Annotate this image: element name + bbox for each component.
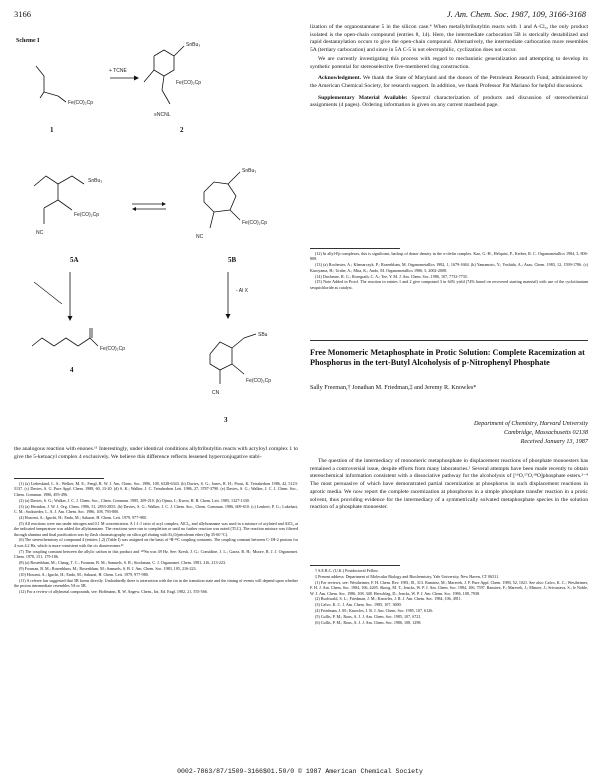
reference-item: (8) (a) Rosenblum, M.; Chang, T. C.; Foxman, B. M.; Samuels, S. B.; Stockman, C. J. Organomet. Chem. 1981, 216, 213-223. (19, 559, 227, 565)
compound-1-label: 1 (50, 126, 54, 134)
reference-item: (11) A referee has suggested that 5B forms directly. Undoubtedly there is interaction with the tin in the transition state and the timing of events will depend upon whether the proton intermediate resembles 5A or 5B. (14, 577, 298, 589)
supplementary-label: Supplementary Material Available: (318, 94, 408, 101)
compound-4 (32, 328, 98, 346)
compound-3-label: 3 (224, 416, 228, 424)
elimination-line (34, 282, 62, 304)
fe-group-1: Fe(CO)₂Cp (68, 100, 93, 106)
left-footnote-rule (14, 478, 104, 479)
reference-item: (13) (a) Rochester, A.; Klemarczyk, P.; Rosenblum, M. Organometallics 1982, 1, 1679-1684. (b) Yamamoto, Y.; Yoshida, A.; Asao, Chem. 1983, 12, 1599-1786. (c) Kuroyama, H.; Urabe, A.; Mita, K.; Ando, M. Organometallics 1986, 5, 2002-2008. (310, 262, 588, 273)
page-footer: 0002-7863/87/1509-3166$01.50/0 © 1987 American Chemical Society (177, 768, 423, 775)
compound-3 (210, 334, 256, 384)
journal-citation: J. Am. Chem. Soc. 1987, 109, 3166-3168 (446, 9, 586, 19)
nc-group-5b: NC (196, 234, 204, 240)
right-body-text (310, 24, 588, 111)
reference-item: (1) For reviews, see: Westheimer, F. H. Chem. Rev. 1981, 81, 313. Ramirez, M.; Marecek, J. F. Pure Appl. Chem. 1980, 52, 1021. See also: Calvo, K. C.; Westheimer, F. H. J. Am. Chem. Soc. 1984, 106, 4205. Skoog, M. T.; Jencks, W. P. J. Am. Chem. Soc. 1984, 106, 7597. Ramirez, F.; Marecek, J.; Minore, J.; Srivastava, S.; le Noble, W. J. Am. Chem. Soc. 1986, 108, 348. Herschlag, D.; Jencks, W. P. J. Am. Chem. Soc. 1986, 108, 7938. (310, 579, 588, 596)
supplementary-text: Spectral characterization of products and discussion of stereochemical assignments (4 pages). Ordering information is given on any current masthead page. (310, 94, 589, 109)
reference-item: (6) The stereochemistry of compound 4 (entries 1,2) (Table I) was assigned on the basis of ¹H-¹³C coupling constants. The coupling constant between C-1H-2 protons for 4 was 4.2 Hz, which is more consistent with the cis diastereomer.¹² (14, 537, 298, 548)
department: Department of Chemistry, Harvard University (473, 420, 588, 427)
right-paragraph-2: We are currently investigating this process with regard to mechanistic generalization and attempting to develop its synthetic potential for stereoselective five-membered ring construction. (310, 55, 588, 70)
equilibrium-head-back (132, 207, 136, 211)
reference-item: (3) (a) Herndon, J. W. J. Org. Chem. 1986, 51, 2853-2855. (b) Davies, S. G.; Walker, J. C. J. Chem. Soc., Chem. Commun. 1986, 609-610. (c) Lenhert, P. G.; Lukehart, C. M.; Sacksteder, L. A. J. Am. Chem. Soc. 1986, 108, 793-800. (14, 503, 298, 514)
right-footnote-rule (310, 248, 400, 249)
fe-group-4: Fe(CO)₂Cp (100, 346, 125, 352)
article-authors: Sally Freeman,† Jonathan M. Friedman,‡ and Jeremy R. Knowles* (310, 384, 477, 391)
article-paragraph-1: The question of the intermediacy of monomeric metaphosphate in displacement reactions of phosphate monoesters has remained a controversial issue, despite efforts from many laboratories.¹ Several attempts have been made recently to obtain stereochemical information consistent with a dissociative pathway for the alcoholysis of [¹⁶O,¹⁷O,¹⁸O]phosphate esters.²⁻⁴ The most persuasive of which have demonstrated partial racemization at phosphorus in such displacement reactions in aprotic media. We now report the complete racemization at phosphorus in a simple phosphate transfer reaction in a protic solvent, thus providing evidence for the intermediacy of a symmetrically solvated metaphosphate species in the solution reaction of a phosphate monoester. (310, 458, 588, 511)
compound-4-label: 4 (70, 366, 74, 374)
ncn-group-2: ≡NCNL (154, 112, 171, 118)
reference-item: (7) The coupling constant between the allylic carbon in this product and ¹¹⁹Sn was 49 Hz. See: Kresh, J. G.; Considine, J. L.; Garza, R. H.; Moore, R. J. J. Organomet. Chem. 1978, 151, 179-186. (14, 548, 298, 560)
fe-group-3: Fe(CO)₂Cp (246, 378, 271, 384)
fe-group-5a: Fe(CO)₂Cp (74, 212, 99, 218)
reference-item: (15) Note Added in Proof. The reaction in entries 1 and 2 give compound 3 in 64% yield (74% based on recovered starting material) with use of the cyclotitanium sesquichloride as catalyst. (310, 279, 588, 290)
sn-group-2: SnBu₃ (186, 42, 201, 48)
left-references (14, 481, 298, 595)
reference-item: (1) (a) Liebeskind, L. S.; Welker, M. E.; Fengl, R. W. J. Am. Chem. Soc. 1986, 108, 6328-6343. (b) Davies, S. G.; Jones, R. H.; Prout, K. Tetrahedron 1986, 42, 5123-5137. (c) Davies, S. G. Pure Appl. Chem. 1988, 60, 13-20. (d) S. K.; Walker, J. C. Tetrahedron Lett. 1986, 27, 3787-3790. (e) Davies, S. G.; Walker, J. C. J. Chem. Soc., Chem. Commun. 1986, 495-496. (14, 481, 298, 497)
reagent-tcne: + TCNE (109, 68, 127, 74)
compound-5b-label: 5B (228, 256, 237, 264)
compound-5b (204, 172, 240, 228)
reference-item: (9) Foxman, B. M.; Rosenblum, M.; Rosenblum, M.; Samuels, S. B. J. Am. Chem. Soc. 1983, 105, 216-223. (19, 565, 197, 571)
sn-group-5a: SnBu₃ (88, 178, 103, 184)
article-title: Free Monomeric Metaphosphate in Protic Solution: Complete Racemization at Phosphorus in the tert-Butyl Alcoholysis of p-Nitrophenyl Phosphate (310, 348, 585, 368)
footnote-dagger: † S.E.R.C. (U.K.) Postdoctoral Fellow. (315, 568, 379, 573)
scheme-title: Scheme I (16, 38, 40, 44)
article-body (310, 458, 588, 513)
equilibrium-head-forward (162, 202, 166, 206)
acknowledgment-label: Acknowledgment. (318, 75, 362, 82)
left-body-text (14, 446, 298, 462)
footnote-double-dagger: ‡ Present address: Department of Molecular Biology and Biochemistry, Yale University, New Haven, CT 06511. (315, 573, 500, 579)
fe-group-5b: Fe(CO)₂Cp (242, 220, 267, 226)
reference-item: (6) Cullis, P. M.; Rous, A. J. J. Am. Chem. Soc. 1986, 108, 1298. (315, 620, 422, 626)
reference-item: (3) Calvo, K. C. J. Am. Chem. Soc. 1985, 107, 3690. (315, 602, 402, 608)
fe-group-2: Fe(CO)₂Cp (176, 80, 201, 86)
sn-group-5b: SnBu₃ (242, 168, 257, 174)
arrow-head-to-3 (226, 314, 231, 319)
city: Cambridge, Massachusetts 02138 (503, 428, 588, 436)
reference-item: (5) All reactions were run under nitrogen and 0.1 M concentration. A 1:1:1 ratio of acyl complex, AlCl₃, and allylstannane was used in a mixture of acylated and AlCl₃ at the indicated temperature was added the allylstannane. The reactions were run to completion or until no further reaction was noted (TLC). The reaction mixture was filtered through alumina and final purification was by flash chromatography on silica gel eluting with Et₂O/petroleum ether (bp 35-60 °C). (14, 520, 298, 537)
scheme-drawing (14, 24, 304, 444)
affiliation (310, 420, 588, 447)
sbu-group-3: SBu (258, 332, 268, 338)
reference-item: (2) Buchwald, S. L.; Friedman, J. M.; Knowles, J. R. J. Am. Chem. Soc. 1984, 106, 4911. (315, 596, 462, 602)
acknowledgment-text: We thank the State of Maryland and the donors of the Petroleum Research Fund, administered by the American Chemical Society, for research support. In addition, we thank Professor Pat Mariano for helpful discussions. (310, 75, 588, 90)
article-footnote-rule (310, 565, 400, 566)
reference-item: (5) Cullis, P. M.; Rous, A. J. J. Am. Chem. Soc. 1985, 107, 6721. (315, 614, 422, 620)
article-footnotes (310, 568, 588, 626)
arrow-head-to-4 (68, 316, 73, 321)
reference-item: (10) Hosomi, A.; Iguchi, H.; Endo, M.; Sakurai, H. Chem. Lett. 1979, 977-980. (19, 571, 149, 577)
compound-2 (144, 46, 184, 104)
running-header (14, 9, 586, 21)
right-paragraph-1: lization of the organostannane 5 in the silicon case.⁴ When metallyltributyltin reacts with 1 and A·Cl₃, the only product isolated is the open-chain compound (entries 8, 14). Here, the intermediate carbocation 5B is sterically destabilized and rapid destannylation occurs to give the open-chain compound. Alternatively, the intermediate carbocation more resembles 5A (tertiary carbocation) and since in 5A C-5 is not electrophilic, cyclization does not occur. (310, 24, 588, 54)
page-number: 3166 (14, 9, 31, 19)
reference-item: (12) For a review of allylmetal compounds, see: Hoffmann, R. W. Angew. Chem., Int. Ed. Engl. 1982, 21, 555-566. (19, 588, 208, 594)
reference-item: (4) Hosomi, A.; Iguchi, H.; Endo, M.; Sakurai, H. Chem. Lett. 1979, 977-980. (19, 514, 147, 520)
received-date: Received January 13, 1987 (520, 437, 588, 445)
nc-group-5a: NC (36, 230, 44, 236)
compound-2-label: 2 (180, 126, 184, 134)
compound-1 (36, 66, 66, 102)
cn-group-3: CN (212, 390, 220, 396)
left-paragraph: the analogous reaction with enones.¹¹ Interestingly, under identical conditions allyltributyltin reacts with acryloyl complex 1 to give the 5-ketoacyl complex 4 exclusively. We believe this difference reflects lessened hyperconjugative stabi- (14, 446, 298, 460)
scheme-figure (14, 24, 304, 444)
reference-item: (14) Duchesne, R. G.; Rosegrath, C. A.; Tee, Y. M. J. Am. Chem. Soc. 1986, 107, 7733-7735. (315, 273, 468, 279)
reagent-alx: - Al X (236, 288, 248, 294)
arrow-head-1 (134, 76, 139, 81)
right-references (310, 251, 588, 291)
reference-item: (2) (a) Davies, S. G.; Walker, J. C. J. Chem. Soc., Chem. Commun. 1985, 209-210. (b) Ojima, I.; Kwon, H. B. Chem. Lett. 1985, 1327-1330. (19, 497, 250, 503)
article-separator (310, 340, 588, 341)
compound-5a-label: 5A (70, 256, 79, 264)
reference-item: (4) Friedman, J. M.; Knowles, J. R. J. Am. Chem. Soc. 1985, 107, 6126. (315, 608, 434, 614)
reference-item: (12) In allyl-Fp complexes, this is significant, backup of donor density in the π-olefin complex. Kao, G.-H., Helquist, P., Kerber, R. C. Organometallics 1984, 3, 806-808. (310, 251, 588, 262)
